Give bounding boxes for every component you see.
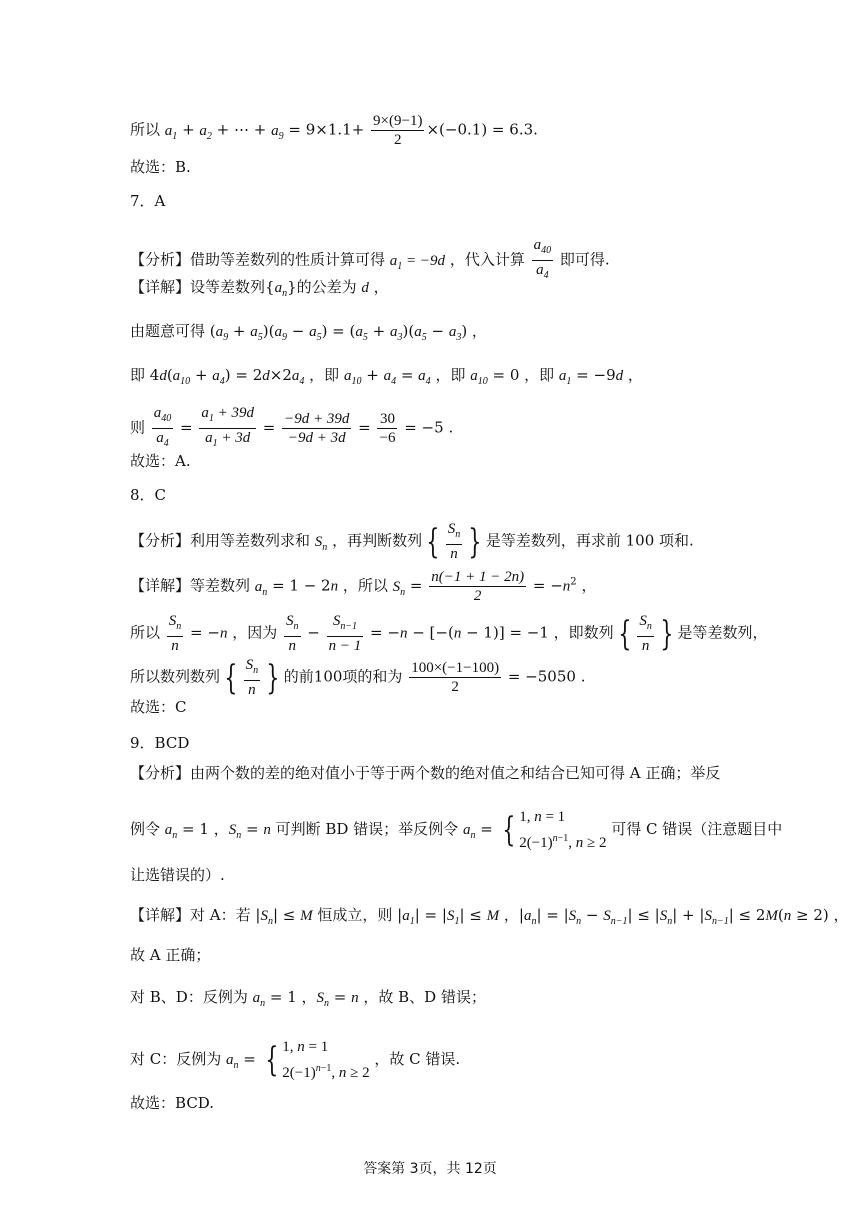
question-8-heading: 8．C xyxy=(130,486,167,504)
detail-7-step3: 则 $\frac{a_{40}}{a_4}$ = $\frac{a_1 + 39d}{a_1 + 3d}$ = $\frac{-9d + 39d}{-9d + 3d}$ = $\frac{30}{-6}$ = −5 . xyxy=(130,405,454,449)
detail-9-a: 【详解】对 A：若 $|S_n| \le M$ 恒成立，则 $|a_1| = |S_1| \le M$ ，$|a_n| = |S_n - S_{n-1}| \le |S_n| + |S_{n-1}| \le 2M(n \ge 2)$ ， xyxy=(130,906,849,927)
analysis-9-line1: 【分析】由两个数的差的绝对值小于等于两个数的绝对值之和结合已知可得 A 正确；举反 xyxy=(130,764,721,782)
detail-8-step3: 所以数列数列 { $\frac{S_n}{n}$ } 的前100项的和为 $\frac{100\times(-1-100)}{2}$ = −5050 . xyxy=(130,657,586,698)
answer-line-6: 故选：B. xyxy=(130,158,191,176)
detail-8-step1: 【详解】等差数列 $a_n = 1 - 2n$ ，所以 $S_n$ = $\frac{n(-1 + 1 - 2n)}{2}$ = $-n^2$ ， xyxy=(130,569,597,604)
detail-7-step2: 即 $4d(a_{10} + a_4) = 2d\times 2a_4$ ，即 $a_{10} + a_4 = a_4$ ，即 $a_{10} = 0$ ，即 $a_1 = -9d$ ， xyxy=(130,366,643,387)
detail-8-step2: 所以 $\frac{S_n}{n}$ = −n ，因为 $\frac{S_n}{n}$ − $\frac{S_{n-1}}{n - 1}$ = −n − [−(n − 1)] = −1 ，即数列 { $\frac{S_n}{n}$ } 是等差数列， xyxy=(130,613,768,654)
detail-9-a-conclusion: 故 A 正确； xyxy=(130,946,211,964)
sum-line: 所以 $a_1 + a_2$ + ⋯ + $a_9 = 9\times 1.1+$ $\frac{9\times(9-1)}{2}$ ×(−0.1) = 6.3. xyxy=(130,113,538,148)
page-footer: 答案第 3页，共 12页 xyxy=(363,1161,497,1177)
analysis-9-line3: 让选错误的）. xyxy=(130,866,225,884)
answer-line-7: 故选：A. xyxy=(130,452,191,470)
detail-7-step1: 由题意可得 $(a_9 + a_5)(a_9 - a_5) = (a_5 + a_3)(a_5 - a_3)$ ， xyxy=(130,322,487,343)
answer-line-9: 故选：BCD. xyxy=(130,1094,215,1112)
analysis-7: 【分析】借助等差数列的性质计算可得 $a_1 = -9d$ ，代入计算 $\frac{a_{40}}{a_4}$ 即可得. xyxy=(130,237,610,281)
suoyi-label: 所以 xyxy=(130,120,161,139)
analysis-9-line2: 例令 $a_n = 1$ ，$S_n = n$ 可判断 BD 错误；举反例令 $a_n$ = { 1, n = 1 $2(-1)^{n-1}$, n ≥ 2 可得 C 错误（注意题目中 xyxy=(130,809,783,851)
detail-9-c: 对 C：反例为 $a_n$ = { 1, n = 1 $2(-1)^{n-1}$, n ≥ 2 ，故 C 错误. xyxy=(130,1039,461,1081)
answer-line-8: 故选：C xyxy=(130,698,187,716)
detail-7-intro: 【详解】设等差数列$\{a_n\}$的公差为 d ， xyxy=(130,278,389,299)
detail-9-bd: 对 B、D：反例为 $a_n = 1$ ，$S_n = n$ ，故 B、D 错误； xyxy=(130,988,486,1009)
question-9-heading: 9．BCD xyxy=(130,734,190,752)
analysis-8: 【分析】利用等差数列求和 $S_n$ ，再判断数列 { $\frac{S_n}{n}$ } 是等差数列，再求前 100 项和. xyxy=(130,521,694,562)
question-7-heading: 7．A xyxy=(130,192,166,210)
